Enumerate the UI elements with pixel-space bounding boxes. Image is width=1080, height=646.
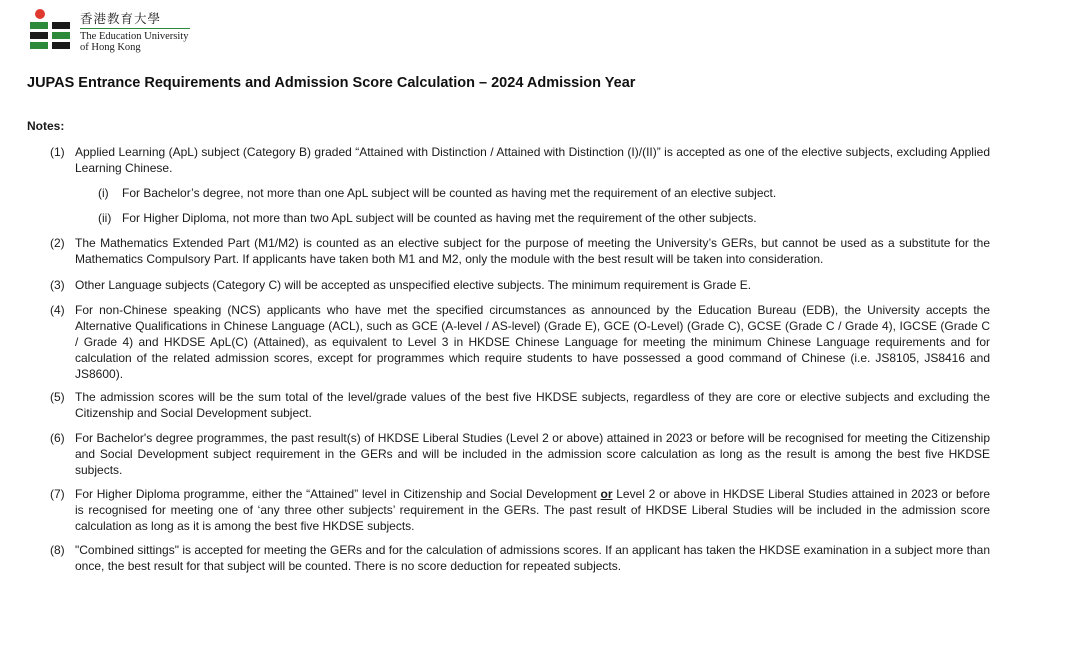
logo-english-line1: The Education University [80, 31, 189, 42]
sub-note-number: (i) [98, 186, 109, 200]
sub-note-number: (ii) [98, 211, 112, 225]
sub-note-text: For Bachelor’s degree, not more than one ApL subject will be counted as having met the requirement of an elective subject. [122, 186, 777, 200]
note-number: (2) [50, 236, 65, 250]
logo-wordmark [80, 12, 190, 53]
note-text: For Bachelor's degree programmes, the past result(s) of HKDSE Liberal Studies (Level 2 or above) attained in 2023 or before will be recognised for meeting the Citizenship and Social Development subject requirement in the GERs and will be included in the admission score calculation as long as the result is among the best five HKDSE subjects. [75, 431, 990, 477]
note-text-after: Level 2 or above in HKDSE Liberal Studies attained in 2023 or before is recognised for meeting one of ‘any three other subjects’ requirement in the GERs. The past result of HKDSE Liberal Studies will be included in the admission score calculation as long as it is among the best five HKDSE subjects. [75, 487, 990, 533]
note-5 [50, 389, 990, 421]
note-number: (3) [50, 278, 65, 292]
page-title: JUPAS Entrance Requirements and Admission Score Calculation – 2024 Admission Year [27, 75, 636, 91]
note-text-before: For Higher Diploma programme, either the “Attained” level in Citizenship and Social Development [75, 487, 601, 501]
note-3 [50, 277, 990, 293]
university-logo [26, 8, 216, 60]
note-8 [50, 542, 990, 574]
note-text: Applied Learning (ApL) subject (Category B) graded “Attained with Distinction / Attained with Distinction (I)/(II)” is accepted as one of the elective subjects, excluding Applied Learning Chinese. [75, 145, 990, 175]
note-4 [50, 302, 990, 382]
notes-heading: Notes: [27, 119, 65, 133]
sub-note-i [98, 185, 978, 201]
note-2 [50, 235, 990, 267]
note-number: (7) [50, 487, 65, 501]
note-text: The admission scores will be the sum total of the level/grade values of the best five HKDSE subjects, regardless of they are core or elective subjects and excluding the Citizenship and Social Development subject. [75, 390, 990, 420]
emphasis-or: or [600, 487, 613, 501]
note-6 [50, 430, 990, 478]
note-text: "Combined sittings" is accepted for meeting the GERs and for the calculation of admissions scores. If an applicant has taken the HKDSE examination in a subject more than once, the best result for that subject will be counted. There is no score deduction for repeated subjects. [75, 543, 990, 573]
sub-note-ii [98, 210, 978, 226]
note-1 [50, 144, 990, 176]
note-text: For non-Chinese speaking (NCS) applicants who have met the specified circumstances as announced by the Education Bureau (EDB), the University accepts the Alternative Qualifications in Chinese Language (ACL), such as GCE (A-level / AS-level) (Grade E), GCE (O-Level) (Grade C), GCSE (Grade C / Grade 4), IGCSE (Grade C / Grade 4) and HKDSE ApL(C) (Attained), as equivalent to Level 3 in HKDSE Chinese Language for meeting the minimum Chinese Language requirements and for calculation of the related admission scores, except for programmes which require students to have possessed a good command of Chinese (i.e. JS8105, JS8416 and JS8600). [75, 303, 990, 381]
note-text [75, 486, 990, 534]
eduhk-emblem-icon [30, 8, 74, 56]
note-text: The Mathematics Extended Part (M1/M2) is counted as an elective subject for the purpose of meeting the University’s GERs, but cannot be used as a substitute for the Mathematics Compulsory Part. If applicants have taken both M1 and M2, only the module with the best result will be taken into consideration. [75, 236, 990, 266]
note-7 [50, 486, 990, 534]
logo-divider [80, 28, 190, 29]
sub-note-text: For Higher Diploma, not more than two ApL subject will be counted as having met the requirement of the other subjects. [122, 211, 757, 225]
note-number: (1) [50, 145, 65, 159]
logo-english-line2: of Hong Kong [80, 42, 141, 53]
note-text: Other Language subjects (Category C) will be accepted as unspecified elective subjects. The minimum requirement is Grade E. [75, 278, 752, 292]
logo-chinese-name: 香港教育大學 [80, 11, 162, 26]
note-number: (8) [50, 543, 65, 557]
note-number: (6) [50, 431, 65, 445]
note-number: (4) [50, 303, 65, 317]
note-number: (5) [50, 390, 65, 404]
